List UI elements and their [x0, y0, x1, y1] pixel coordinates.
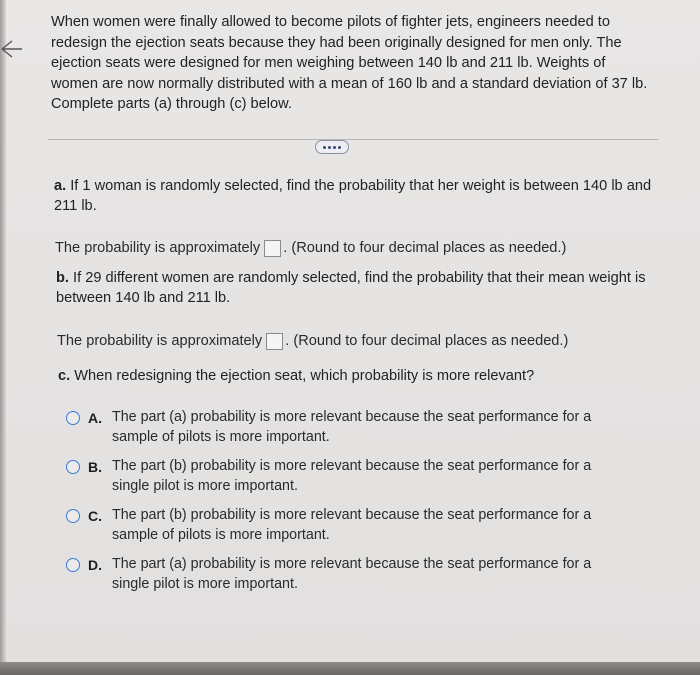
option-d[interactable] — [66, 555, 626, 594]
part-a-answer-line — [55, 238, 566, 258]
part-b-label: b. — [56, 270, 69, 286]
ellipsis-icon — [328, 146, 331, 149]
option-c-radio[interactable] — [66, 509, 80, 523]
part-b-answer-prefix: The probability is approximately — [57, 333, 263, 349]
option-d-letter: D. — [88, 557, 102, 573]
option-d-radio[interactable] — [66, 558, 80, 572]
screen-bottom-edge — [0, 662, 700, 675]
option-a-text: The part (a) probability is more relevant because the seat performance for a sample of pilots is more important. — [112, 409, 592, 445]
more-button[interactable] — [315, 140, 349, 154]
option-a[interactable] — [66, 408, 626, 447]
part-c-text: When redesigning the ejection seat, which probability is more relevant? — [74, 368, 535, 384]
option-c-letter: C. — [88, 508, 102, 524]
section-divider — [48, 139, 658, 140]
option-b-text: The part (b) probability is more relevant because the seat performance for a single pilot is more important. — [112, 458, 592, 494]
ellipsis-icon — [338, 146, 341, 149]
part-b-answer-suffix: . (Round to four decimal places as needed.) — [285, 333, 569, 349]
option-a-letter: A. — [88, 410, 102, 426]
option-a-radio[interactable] — [66, 411, 80, 425]
option-b-letter: B. — [88, 459, 102, 475]
part-c-label: c. — [58, 368, 71, 384]
question-statement: When women were finally allowed to become pilots of fighter jets, engineers needed to redesign the ejection seats because they had been originally designed for men only. The ejection seats were designed for men weighing between 140 lb and 211 lb. Weights of women are now normally distributed with a mean of 160 lb and a standard deviation of 37 lb. Complete parts (a) through (c) below. — [51, 14, 648, 113]
screen-edge — [0, 0, 6, 662]
part-c-question — [58, 366, 658, 386]
back-arrow-icon[interactable] — [0, 36, 26, 62]
part-a-answer-prefix: The probability is approximately — [55, 240, 261, 256]
part-a-question — [54, 176, 654, 216]
option-b-radio[interactable] — [66, 460, 80, 474]
part-a-label: a. — [54, 178, 67, 194]
part-b-text: If 29 different women are randomly selected, find the probability that their mean weight is between 140 lb and 211 lb. — [56, 270, 646, 306]
ellipsis-icon — [333, 146, 336, 149]
part-b-answer-line — [57, 331, 568, 351]
option-c-text: The part (b) probability is more relevant because the seat performance for a sample of pilots is more important. — [112, 507, 592, 543]
option-b[interactable] — [66, 457, 626, 496]
part-a-answer-input[interactable] — [264, 240, 281, 257]
ellipsis-icon — [323, 146, 326, 149]
part-a-text: If 1 woman is randomly selected, find the probability that her weight is between 140 lb and 211 lb. — [54, 178, 652, 214]
part-a-answer-suffix: . (Round to four decimal places as needed.) — [283, 240, 567, 256]
option-d-text: The part (a) probability is more relevant because the seat performance for a single pilot is more important. — [112, 556, 592, 592]
part-b-answer-input[interactable] — [266, 333, 283, 350]
part-b-question — [56, 268, 656, 308]
option-c[interactable] — [66, 506, 626, 545]
